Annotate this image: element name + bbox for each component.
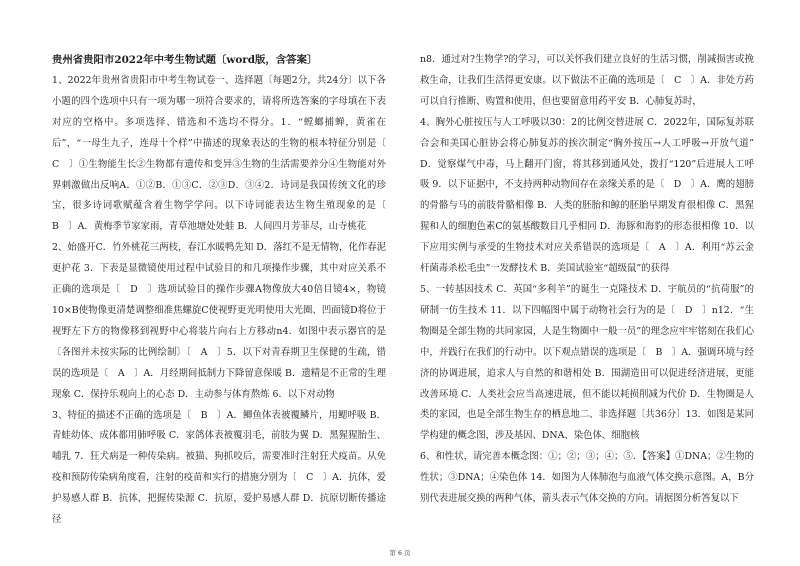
paragraph: 4、胸外心脏按压与人工呼吸以30：2的比例交替进展 C．2022年，国际复苏联合会和美国心脏协会将心肺复苏的挨次制定“胸外按压→人工呼吸→开放气道” D．觉察煤气中毒，马上翻开门窗，将其移到通风处，拨打“120”后进展人工呼吸 9．以下证据中，不支持两种动物间存在亲缘关系的是〔 D 〕A．鹰的翅膀的骨骼与马的前肢骨骼相像 B．人类的胚胎和鲸的胚胎早期发育很相像 C．黑猩猩和人的细胞色素C的氨基酸数目几乎相同 D．海豚和海豹的形态很相像 10．以下应用实例与承受的生物技术对应关系错误的选项是〔 A 〕A．利用“苏云金杆菌毒杀松毛虫”一发酵技术 B．美国试验室“超级鼠”的获得: [420, 116, 754, 275]
paragraph: n8．通过对?生物学?的学习，可以关怀我们建立良好的生活习惯，削减损害或挽救生命，让我们生活得更安康。以下做法不正确的选项是〔 C 〕A．非处方药可以自行推断、购置和使用，但也要留意用药平安 B．心肺复苏时，: [420, 54, 754, 107]
document-title: 贵州省贵阳市2022年中考生物试题〔word版，含答案〕: [52, 54, 318, 66]
paragraph: 3、特征的描述不正确的选项是〔 B 〕A．鲫鱼体表被覆鳞片，用鳃呼吸 B．青蛙幼体、成体都用肺呼吸 C．家鸽体表被覆羽毛，前肢为翼 D．黑猩猩胎生、哺乳 7．狂犬病是一种传染病。被猫、狗抓咬后，需要准时注射狂犬疫苗。从免疫和预防传染病角度看，注射的疫苗和实行的措施分别为〔 C 〕A．抗体，爱护易感人群 B．抗体，把握传染源 C．抗原，爱护易感人群 D．抗原切断传播途径: [52, 409, 386, 526]
paragraph: 5、一转基因技术 C．英国“多利羊”的诞生一克隆技术 D．宇航员的“抗荷服”的研制一仿生技术 11．以下四幅图中属于动物社会行为的是〔 D 〕n12．“生物圈是全部生物的共同家园，人是生物圈中一般一员”的理念应牢牢铭刻在我们心中，并践行在我们的行动中。以下观点错误的选项是〔 B 〕A．强调环境与经济的协调进展，追求人与自然的和谐相处 B．围湖造田可以促进经济进展，更能改善环境 C．人类社会应当高速进展，但不能以耗损削减为代价 D．生物圈是人类的家园，也是全部生物生存的栖息地二、非选择题〔共36分〕13．如图是某同学构建的概念图，涉及基因、DNA、染色体、细胞核: [420, 283, 754, 442]
left-column: [52, 50, 396, 531]
paragraph: 2、始盛开C．竹外桃花三两枝，春江水暖鸭先知 D．落红不是无情物，化作春泥更护花 3．下表是显微镜使用过程中试验目的和几项操作步骤，其中对应关系不正确的选项是〔 D 〕选项试验目的操作步骤A物像放大40倍目镜4×，物镜10×B使物像更清楚调整细准焦螺旋C使视野更光明使用大光圈、凹面镜D将位于视野左下方的物像移到视野中心将装片向右上方移动n4．如图中表示器官的是〔各图并未按实际的比例绘制〕〔 A 〕5．以下对青春期卫生保健的生疏，错误的选项是〔 A 〕A．月经期间抵制力下降留意保暖 B．遗精是不正常的生理现象 C．保持乐观向上的心态 D．主动参与体育熬炼 6．以下对动物: [52, 242, 386, 400]
right-column: [420, 50, 754, 510]
paragraph: 1、2022年贵州省贵阳市中考生物试卷一、选择题〔每题2分，共24分〕以下各小题的四个选项中只有一项为哪一项符合要求的，请将所选答案的字母填在下表对应的空格中。多项选择、错选和不选均不得分。1．“螳螂捕蝉，黄雀在后”，“一母生九子，连母十个样”中描述的现象表达的生物的根本特征分别是〔 C 〕①生物能生长②生物都有遗传和变异③生物的生活需要养分④生物能对外界刺激做出反响A．①②B．①③C．②③D．③④2．诗词是我国传统文化的珍宝，很多诗词歌赋蕴含着生物学学问。以下诗词能表达生物生殖现象的是〔 B 〕A．黄梅季节家家雨，青草池塘处处蛙 B．人间四月芳菲尽，山寺桃花: [52, 75, 396, 233]
page-number: 第 6 页: [389, 549, 411, 557]
paragraph: 6、和性状，请完善本概念图：①；②；③；④；⑤．【答案】①DNA；②生物的性状；③DNA；④染色体 14．如图为人体肺泡与血液气体交换示意图。A，B分别代表进展交换的两种气体，箭头表示气体交换的方向。请据图分析答复以下: [420, 451, 754, 505]
